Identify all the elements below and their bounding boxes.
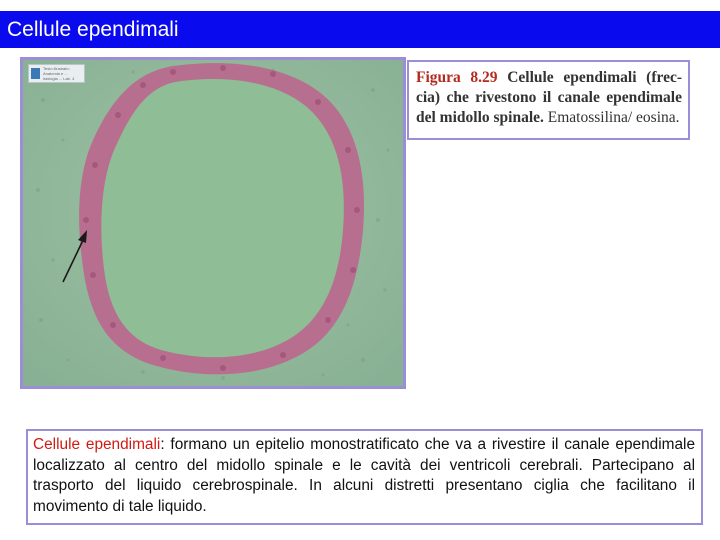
figure-number: Figura 8.29 bbox=[416, 69, 498, 86]
publisher-logo-icon bbox=[31, 68, 40, 79]
figure-caption-stain: Ematossilina/ eosina. bbox=[547, 109, 680, 126]
description-text-box bbox=[26, 429, 703, 525]
slide-title: Cellule ependimali bbox=[0, 11, 720, 48]
description-body: : formano un epitelio monostratificato che va a rivestire il canale ependimale localizzato al centro del midollo spinale e le cavità dei ventricoli cerebrali. Partecipano al trasporto del liquido cerebrospinale. In alcuni distretti presentano ciglia che facilitano il movimento di tale liquido. bbox=[33, 436, 696, 515]
image-source-label: Testo illustrato: Anatomia e ... istologia ... Lab. 4 bbox=[28, 64, 85, 83]
figure-caption-bold: Cellule ependimali (frec-cia) che rivestono il canale ependimale del midollo spinale. bbox=[416, 69, 682, 126]
description-term: Cellule ependimali bbox=[33, 436, 161, 453]
canal-lumen bbox=[101, 79, 344, 357]
figure-caption bbox=[407, 60, 690, 140]
micrograph-svg bbox=[23, 60, 403, 386]
micrograph-image bbox=[20, 57, 406, 389]
